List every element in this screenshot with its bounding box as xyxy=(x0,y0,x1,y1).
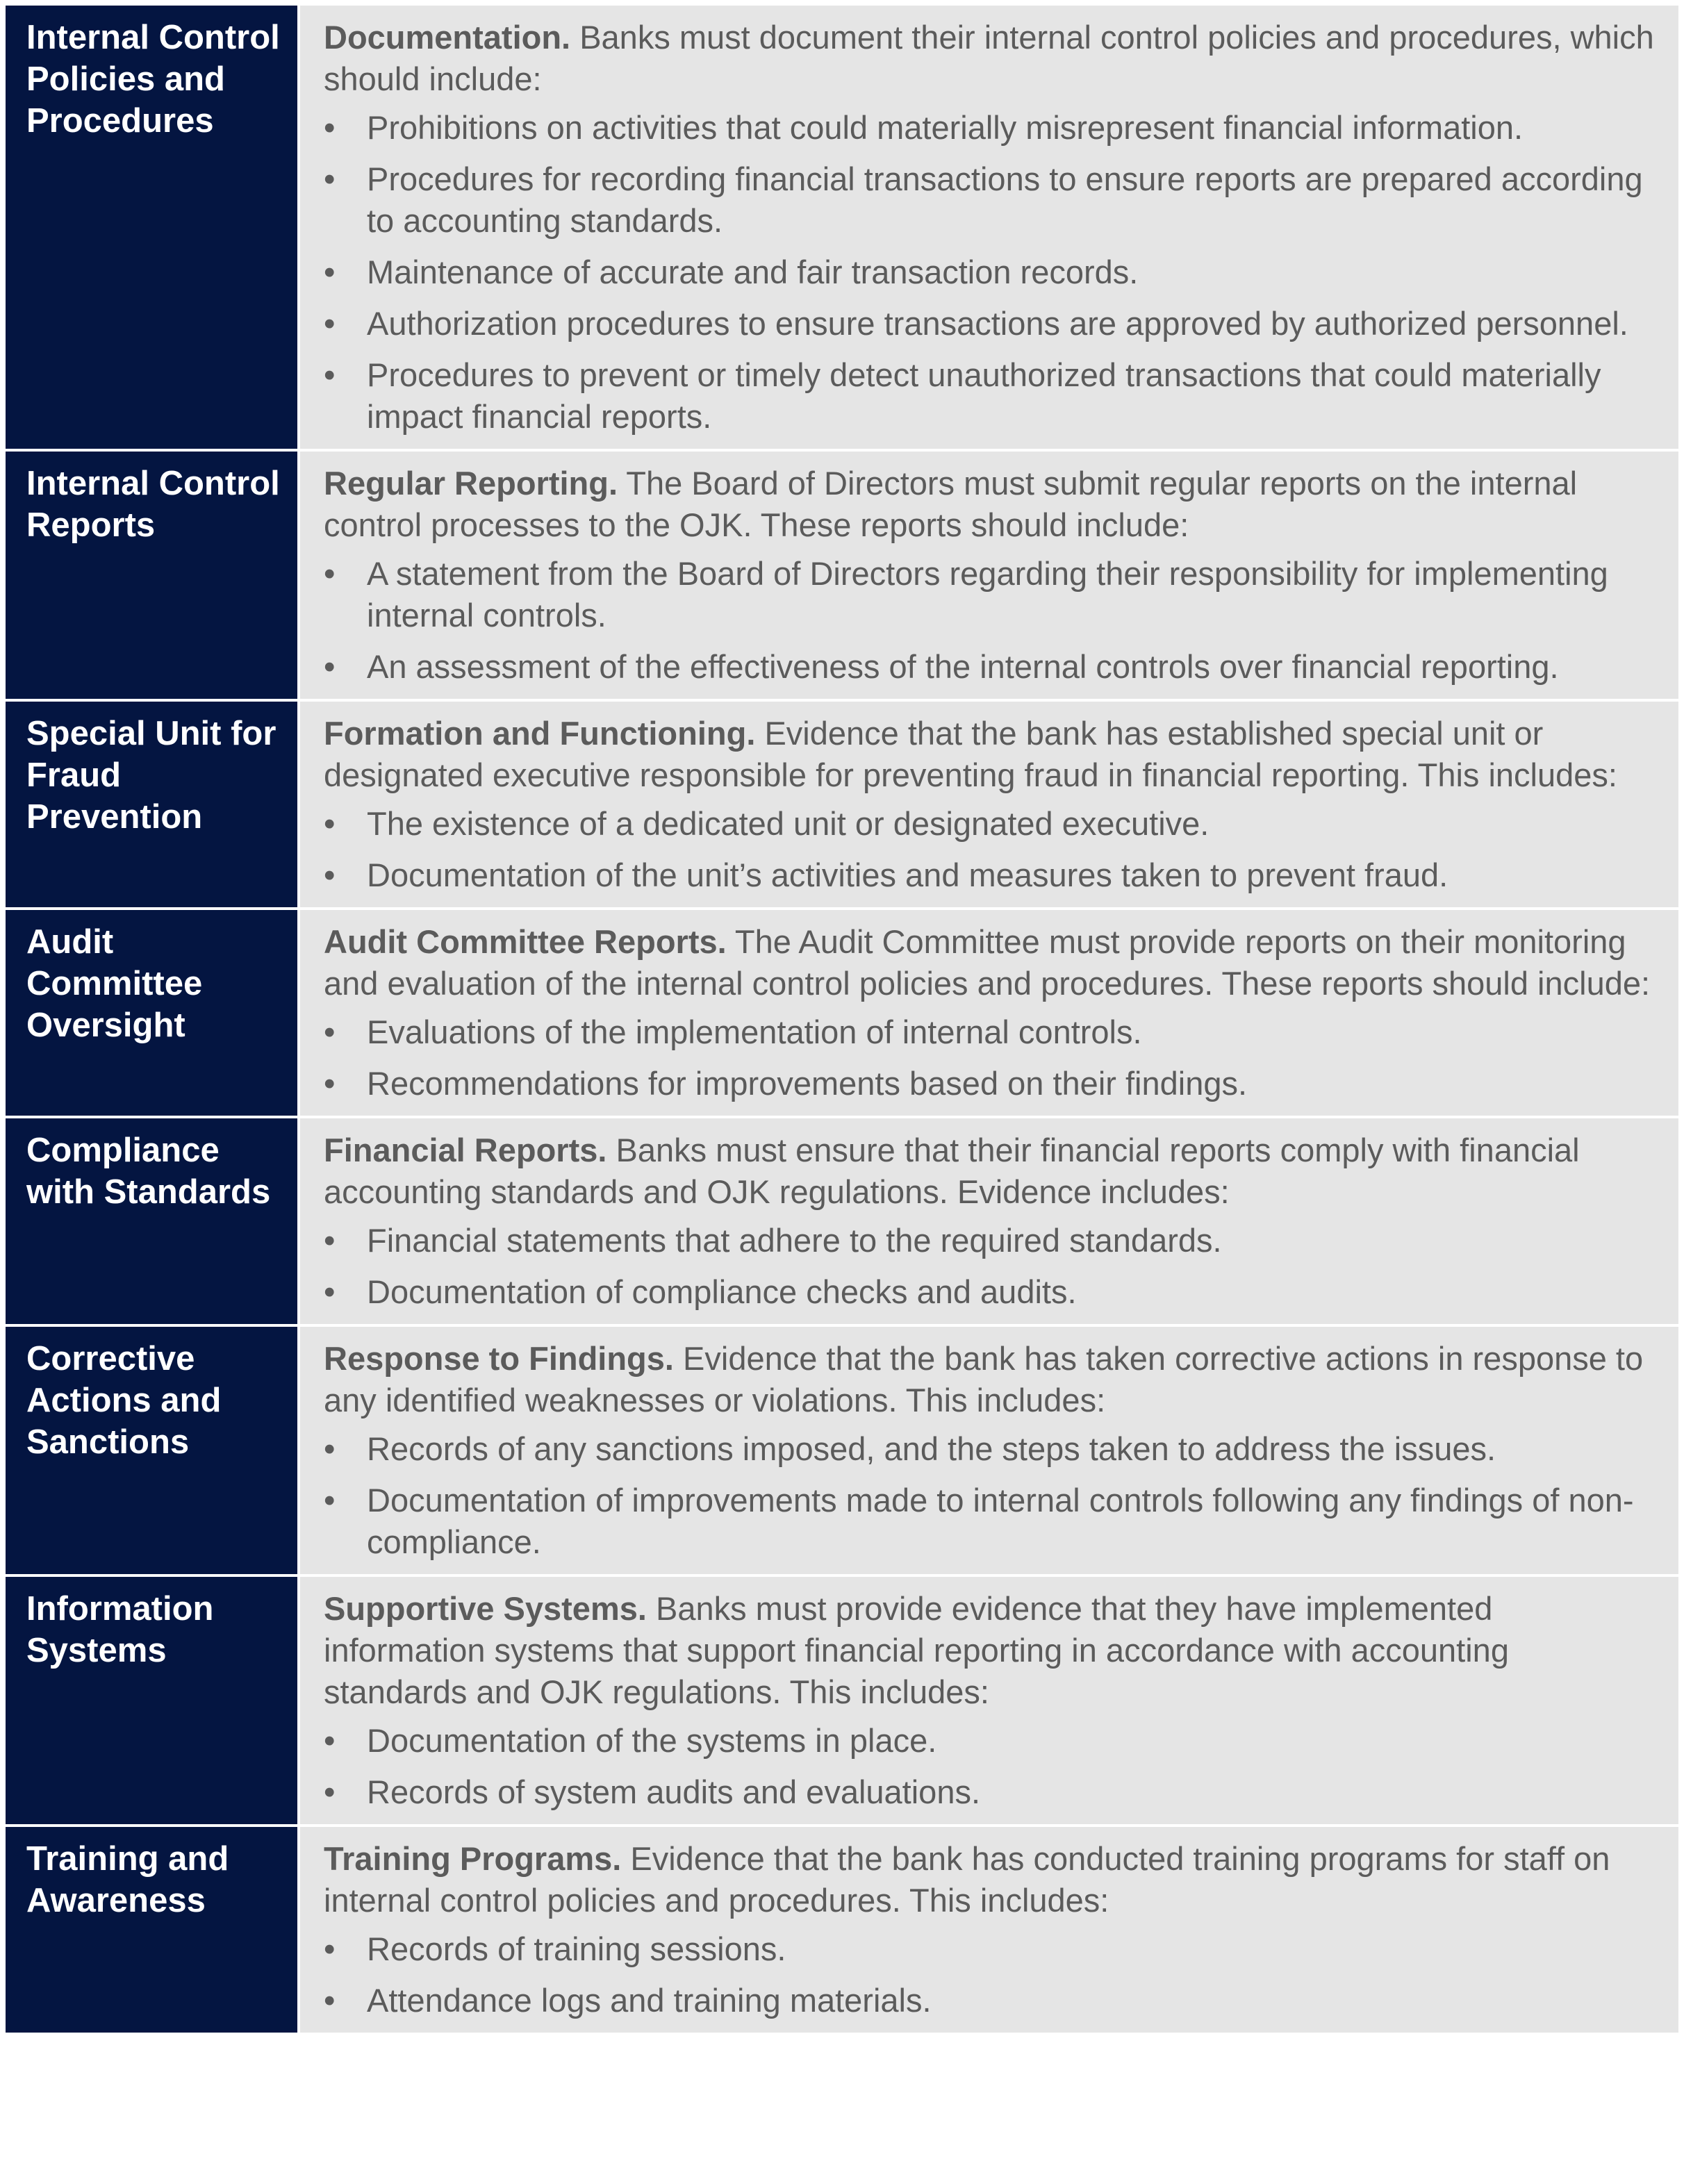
bullet-list xyxy=(324,107,1659,438)
row-description-text: Evidence that the bank has taken corrective actions in response to any identified weaknesses or violations. This includes: xyxy=(324,1340,1644,1418)
list-item-text: Authorization procedures to ensure transactions are approved by authorized personnel. xyxy=(367,305,1628,342)
list-item-text: An assessment of the effectiveness of the internal controls over financial reporting. xyxy=(367,648,1559,685)
row-heading: Documentation. xyxy=(324,19,571,56)
bullet-icon: • xyxy=(324,555,336,592)
list-item-text: Records of any sanctions imposed, and the steps taken to address the issues. xyxy=(367,1430,1496,1467)
requirements-table-body xyxy=(4,4,1680,2034)
bullet-icon: • xyxy=(324,1722,336,1759)
row-description xyxy=(324,463,1659,546)
row-description-text: The Audit Committee must provide reports on their monitoring and evaluation of the internal control policies and procedures. These reports should include: xyxy=(324,923,1651,1002)
list-item xyxy=(324,553,1659,636)
bullet-icon: • xyxy=(324,1982,336,2019)
row-label: Audit Committee Oversight xyxy=(4,909,299,1117)
bullet-list xyxy=(324,1428,1659,1563)
list-item xyxy=(324,158,1659,242)
list-item-text: Evaluations of the implementation of internal controls. xyxy=(367,1014,1142,1050)
row-description-text: Banks must document their internal control policies and procedures, which should include: xyxy=(324,19,1654,97)
row-description-text: Banks must ensure that their financial reports comply with financial accounting standards and OJK regulations. Evidence includes: xyxy=(324,1132,1580,1210)
table-row xyxy=(4,1325,1680,1575)
row-description xyxy=(324,1588,1659,1713)
row-description xyxy=(324,921,1659,1004)
row-content xyxy=(299,1325,1680,1575)
list-item xyxy=(324,354,1659,438)
list-item-text: Documentation of improvements made to internal controls following any findings of non-compliance. xyxy=(367,1482,1634,1560)
list-item-text: Documentation of the systems in place. xyxy=(367,1722,937,1759)
bullet-icon: • xyxy=(324,1273,336,1310)
bullet-icon: • xyxy=(324,805,336,842)
bullet-icon: • xyxy=(324,356,336,393)
table-row xyxy=(4,1575,1680,1826)
list-item xyxy=(324,1928,1659,1970)
table-row xyxy=(4,4,1680,450)
list-item-text: Records of system audits and evaluations. xyxy=(367,1773,981,1810)
row-heading: Response to Findings. xyxy=(324,1340,674,1377)
list-item-text: The existence of a dedicated unit or designated executive. xyxy=(367,805,1210,842)
bullet-list xyxy=(324,553,1659,688)
list-item xyxy=(324,1720,1659,1762)
row-description-text: Evidence that the bank has conducted training programs for staff on internal control policies and procedures. This includes: xyxy=(324,1840,1610,1919)
row-heading: Formation and Functioning. xyxy=(324,715,756,752)
row-heading: Financial Reports. xyxy=(324,1132,607,1168)
bullet-icon: • xyxy=(324,160,336,197)
row-description-text: Evidence that the bank has established special unit or designated executive responsible for preventing fraud in financial reporting. This includes: xyxy=(324,715,1617,793)
list-item-text: A statement from the Board of Directors regarding their responsibility for implementing internal controls. xyxy=(367,555,1608,634)
bullet-list xyxy=(324,1220,1659,1313)
bullet-icon: • xyxy=(324,1773,336,1810)
bullet-icon: • xyxy=(324,109,336,146)
list-item-text: Documentation of compliance checks and audits. xyxy=(367,1273,1077,1310)
table-row xyxy=(4,1826,1680,2034)
requirements-table xyxy=(3,3,1681,2035)
bullet-list xyxy=(324,1011,1659,1105)
list-item xyxy=(324,1771,1659,1813)
bullet-icon: • xyxy=(324,857,336,893)
row-label: Compliance with Standards xyxy=(4,1117,299,1325)
bullet-list xyxy=(324,803,1659,896)
list-item xyxy=(324,303,1659,345)
row-heading: Audit Committee Reports. xyxy=(324,923,727,960)
bullet-icon: • xyxy=(324,1482,336,1519)
row-description-text: The Board of Directors must submit regular reports on the internal control processes to the OJK. These reports should include: xyxy=(324,465,1578,543)
row-description xyxy=(324,713,1659,796)
list-item-text: Financial statements that adhere to the required standards. xyxy=(367,1222,1222,1259)
list-item-text: Documentation of the unit’s activities and measures taken to prevent fraud. xyxy=(367,857,1448,893)
bullet-icon: • xyxy=(324,1430,336,1467)
list-item xyxy=(324,1220,1659,1261)
list-item xyxy=(324,646,1659,688)
bullet-icon: • xyxy=(324,254,336,290)
row-label: Corrective Actions and Sanctions xyxy=(4,1325,299,1575)
row-label: Internal Control Policies and Procedures xyxy=(4,4,299,450)
bullet-list xyxy=(324,1928,1659,2021)
table-row xyxy=(4,700,1680,909)
list-item-text: Recommendations for improvements based on their findings. xyxy=(367,1065,1248,1102)
table-row xyxy=(4,909,1680,1117)
row-label: Internal Control Reports xyxy=(4,450,299,700)
list-item-text: Prohibitions on activities that could materially misrepresent financial information. xyxy=(367,109,1524,146)
list-item-text: Attendance logs and training materials. xyxy=(367,1982,932,2019)
bullet-icon: • xyxy=(324,1014,336,1050)
row-content xyxy=(299,1575,1680,1826)
row-description-text: Banks must provide evidence that they have implemented information systems that support financial reporting in accordance with accounting standards and OJK regulations. This includes: xyxy=(324,1590,1509,1710)
row-description xyxy=(324,17,1659,100)
list-item xyxy=(324,854,1659,896)
list-item xyxy=(324,1063,1659,1105)
bullet-list xyxy=(324,1720,1659,1813)
list-item xyxy=(324,251,1659,293)
bullet-icon: • xyxy=(324,1930,336,1967)
list-item xyxy=(324,107,1659,149)
row-label: Information Systems xyxy=(4,1575,299,1826)
row-heading: Supportive Systems. xyxy=(324,1590,647,1627)
list-item-text: Procedures to prevent or timely detect unauthorized transactions that could materially impact financial reports. xyxy=(367,356,1601,435)
bullet-icon: • xyxy=(324,648,336,685)
list-item-text: Maintenance of accurate and fair transaction records. xyxy=(367,254,1139,290)
list-item xyxy=(324,1980,1659,2021)
list-item xyxy=(324,1480,1659,1563)
row-heading: Regular Reporting. xyxy=(324,465,618,502)
row-heading: Training Programs. xyxy=(324,1840,622,1877)
row-content xyxy=(299,700,1680,909)
row-description xyxy=(324,1338,1659,1421)
row-label: Training and Awareness xyxy=(4,1826,299,2034)
list-item-text: Procedures for recording financial transactions to ensure reports are prepared according to accounting standards. xyxy=(367,160,1643,239)
list-item-text: Records of training sessions. xyxy=(367,1930,786,1967)
row-description xyxy=(324,1838,1659,1921)
table-row xyxy=(4,1117,1680,1325)
bullet-icon: • xyxy=(324,305,336,342)
row-content xyxy=(299,1117,1680,1325)
row-content xyxy=(299,909,1680,1117)
list-item xyxy=(324,1011,1659,1053)
row-content xyxy=(299,1826,1680,2034)
list-item xyxy=(324,1428,1659,1470)
list-item xyxy=(324,1271,1659,1313)
row-content xyxy=(299,4,1680,450)
bullet-icon: • xyxy=(324,1065,336,1102)
row-description xyxy=(324,1130,1659,1213)
table-row xyxy=(4,450,1680,700)
row-label: Special Unit for Fraud Prevention xyxy=(4,700,299,909)
row-content xyxy=(299,450,1680,700)
bullet-icon: • xyxy=(324,1222,336,1259)
list-item xyxy=(324,803,1659,845)
